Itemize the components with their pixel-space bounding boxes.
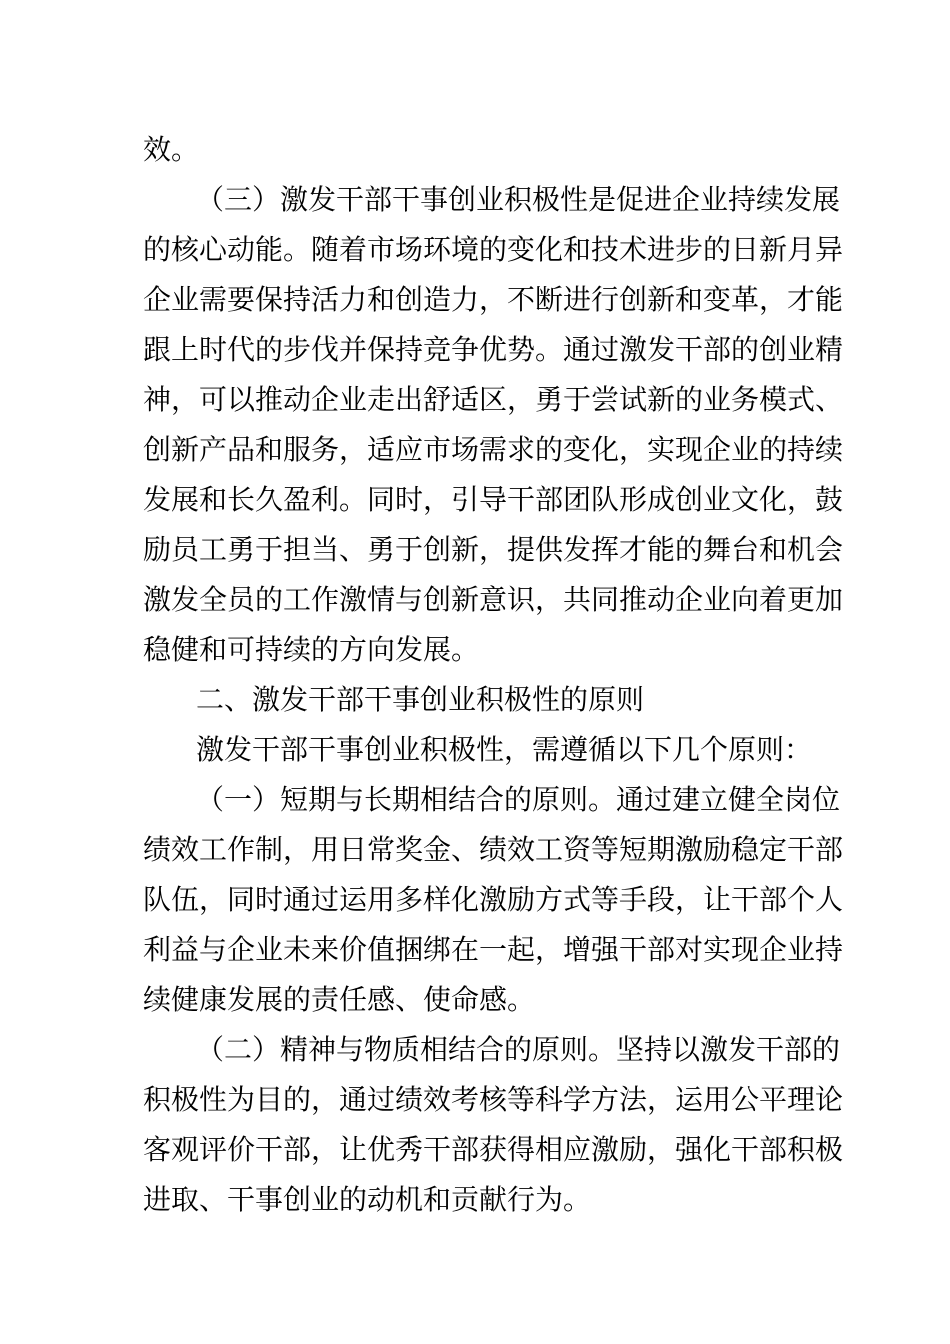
text-line: 发展和长久盈利。同时，引导干部团队形成创业文化，鼓 [143, 483, 844, 516]
text-line: 神，可以推动企业走出舒适区，勇于尝试新的业务模式、 [143, 383, 844, 416]
text-line: 激发干部干事创业积极性，需遵循以下几个原则： [196, 733, 813, 766]
text-line: （二）精神与物质相结合的原则。坚持以激发干部的 [196, 1033, 841, 1066]
text-line: 的核心动能。随着市场环境的变化和技术进步的日新月异 [143, 233, 844, 266]
text-line: 励员工勇于担当、勇于创新，提供发挥才能的舞台和机会 [143, 533, 844, 566]
text-line: 激发全员的工作激情与创新意识，共同推动企业向着更加 [143, 583, 844, 616]
text-line: 效。 [143, 133, 200, 166]
text-line: 积极性为目的，通过绩效考核等科学方法，运用公平理论 [143, 1083, 844, 1116]
text-line: 企业需要保持活力和创造力，不断进行创新和变革，才能 [143, 283, 844, 316]
text-line: 利益与企业未来价值捆绑在一起，增强干部对实现企业持 [143, 933, 844, 966]
text-line: 跟上时代的步伐并保持竞争优势。通过激发干部的创业精 [143, 333, 844, 366]
text-line: 绩效工作制，用日常奖金、绩效工资等短期激励稳定干部 [143, 833, 844, 866]
section-heading: 二、激发干部干事创业积极性的原则 [196, 683, 645, 716]
text-line: （一）短期与长期相结合的原则。通过建立健全岗位 [196, 783, 841, 816]
text-line: 创新产品和服务，适应市场需求的变化，实现企业的持续 [143, 433, 844, 466]
text-line: 客观评价干部，让优秀干部获得相应激励，强化干部积极 [143, 1133, 844, 1166]
text-line: 队伍，同时通过运用多样化激励方式等手段，让干部个人 [143, 883, 844, 916]
text-line: 续健康发展的责任感、使命感。 [143, 983, 536, 1016]
text-line: 进取、干事创业的动机和贡献行为。 [143, 1183, 592, 1216]
text-line: （三）激发干部干事创业积极性是促进企业持续发展 [196, 183, 841, 216]
text-line: 稳健和可持续的方向发展。 [143, 633, 480, 666]
